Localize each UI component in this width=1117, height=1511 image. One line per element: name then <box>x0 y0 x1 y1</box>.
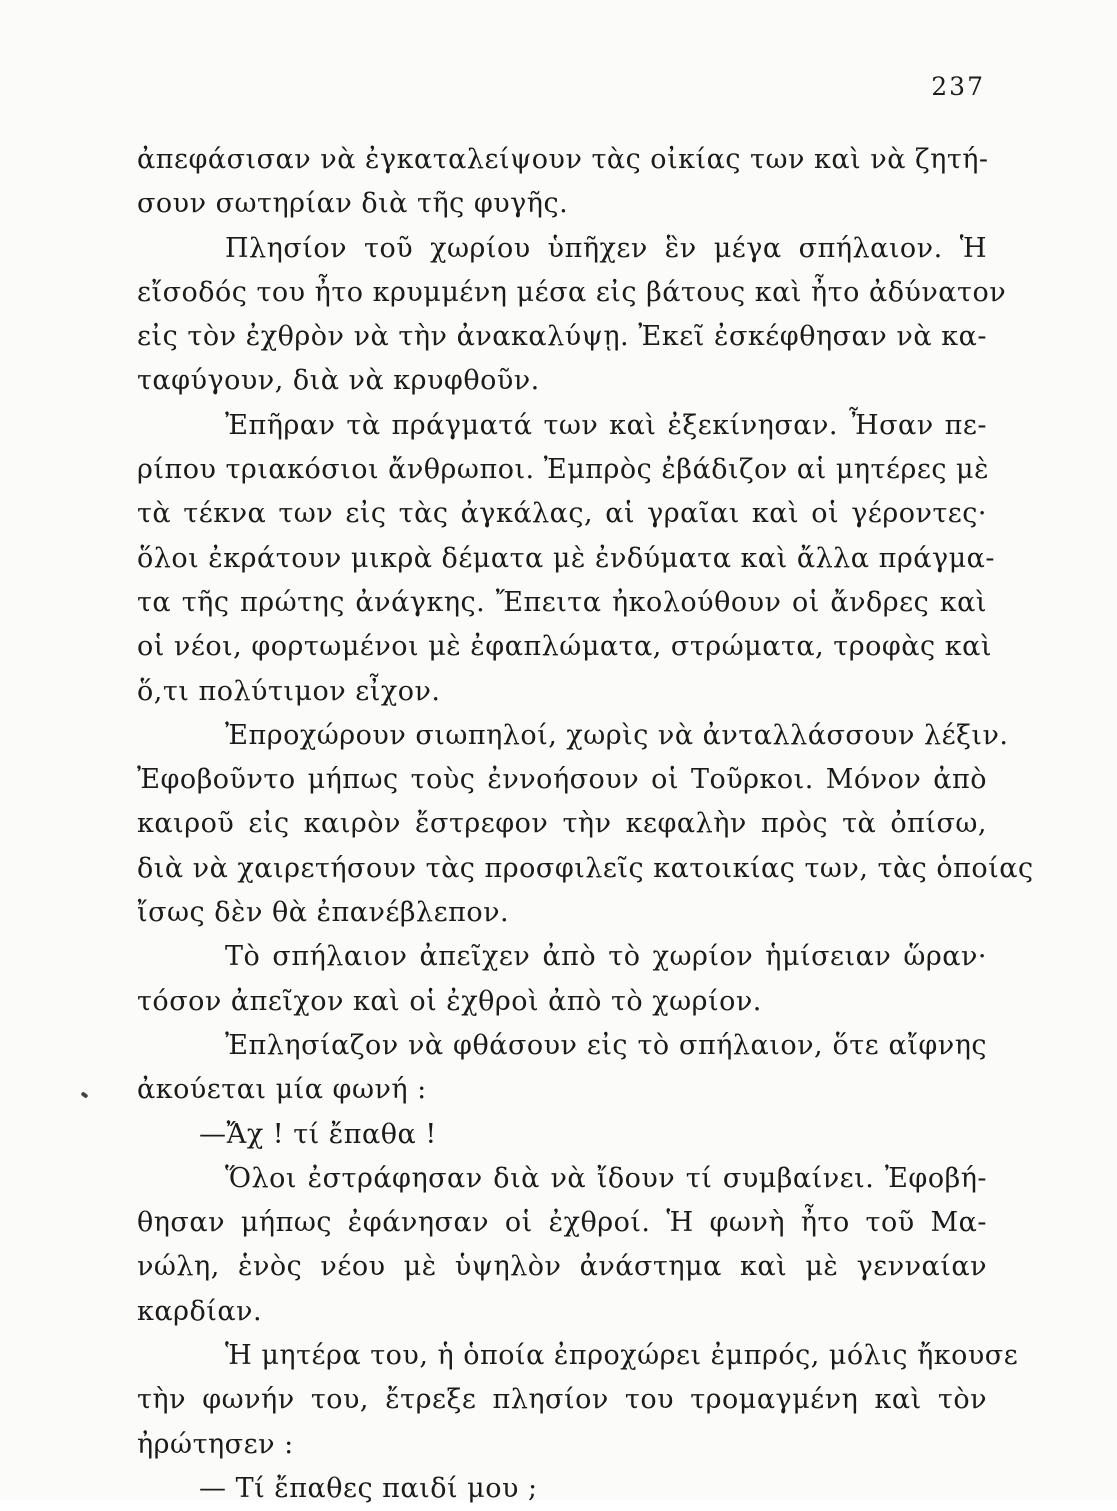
text-line: ὅ,τι πολύτιμον εἶχον. <box>137 675 441 707</box>
ink-speck <box>80 1091 88 1098</box>
text-line: Ἐπλησίαζον νὰ φθάσουν εἰς τὸ σπήλαιον, ὅτε αἴφνης <box>225 1029 987 1061</box>
text-line: ἴσως δὲν θὰ ἐπανέβλεπον. <box>137 897 510 929</box>
text-line: ταφύγουν, διὰ νὰ κρυφθοῦν. <box>137 365 540 397</box>
text-line: σουν σωτηρίαν διὰ τῆς φυγῆς. <box>137 188 569 220</box>
text-line: διὰ νὰ χαιρετήσουν τὰς προσφιλεῖς κατοικίας των, τὰς ὁποίας <box>137 852 1034 884</box>
text-line: καρδίαν. <box>137 1295 263 1327</box>
text-line: ἠρώτησεν : <box>137 1428 294 1460</box>
text-line: Ἡ μητέρα του, ἡ ὁποία ἐπροχώρει ἐμπρός, μόλις ἤκουσε <box>225 1340 1019 1372</box>
text-line: νώλη, ἑνὸς νέου μὲ ὑψηλὸν ἀνάστημα καὶ μὲ γενναίαν <box>137 1251 987 1283</box>
text-line: θησαν μήπως ἐφάνησαν οἱ ἐχθροί. Ἡ φωνὴ ἦτο τοῦ Μα- <box>137 1207 987 1239</box>
text-line: τὴν φωνήν του, ἔτρεξε πλησίον του τρομαγμένη καὶ τὸν <box>137 1384 987 1416</box>
text-line: Ἐφοβοῦντο μήπως τοὺς ἐννοήσουν οἱ Τοῦρκοι. Μόνον ἀπὸ <box>137 764 987 796</box>
page-number: 237 <box>931 72 985 101</box>
text-line: Τὸ σπήλαιον ἀπεῖχεν ἀπὸ τὸ χωρίον ἡμίσειαν ὥραν· <box>225 941 987 973</box>
text-line: τὰ τέκνα των εἰς τὰς ἀγκάλας, αἱ γραῖαι καὶ οἱ γέροντες· <box>137 498 987 530</box>
body-text <box>137 138 1034 1511</box>
dialog-line: —Ἄχ ! τί ἔπαθα ! <box>199 1118 437 1150</box>
text-line: Πλησίον τοῦ χωρίου ὑπῆχεν ἓν μέγα σπήλαιον. Ἡ <box>225 232 987 264</box>
text-line: ἀκούεται μία φωνή : <box>137 1074 427 1106</box>
text-line: εἰς τὸν ἐχθρὸν νὰ τὴν ἀνακαλύψῃ. Ἐκεῖ ἐσκέφθησαν νὰ κα- <box>137 321 987 353</box>
text-line: Ἐπῆραν τὰ πράγματά των καὶ ἐξεκίνησαν. Ἦσαν πε- <box>225 409 987 441</box>
text-line: Ὅλοι ἐστράφησαν διὰ νὰ ἴδουν τί συμβαίνει. Ἐφοβή- <box>225 1162 987 1194</box>
text-line: ρίπου τριακόσιοι ἄνθρωποι. Ἐμπρὸς ἐβάδιζον αἱ μητέρες μὲ <box>137 454 990 486</box>
text-line: τόσον ἀπεῖχον καὶ οἱ ἐχθροὶ ἀπὸ τὸ χωρίον. <box>137 985 762 1017</box>
text-line: τα τῆς πρώτης ἀνάγκης. Ἔπειτα ἠκολούθουν οἱ ἄνδρες καὶ <box>137 586 987 618</box>
text-line: ὅλοι ἐκράτουν μικρὰ δέματα μὲ ἐνδύματα καὶ ἄλλα πράγμα- <box>137 542 996 574</box>
text-line: καιροῦ εἰς καιρὸν ἔστρεφον τὴν κεφαλὴν πρὸς τὰ ὀπίσω, <box>137 808 987 840</box>
text-line: εἴσοδός του ἦτο κρυμμένη μέσα εἰς βάτους καὶ ἦτο ἀδύνατον <box>137 276 1007 308</box>
text-line: οἱ νέοι, φορτωμένοι μὲ ἐφαπλώματα, στρώματα, τροφὰς καὶ <box>137 631 992 663</box>
dialog-line: — Τί ἔπαθες παιδί μου ; <box>199 1472 538 1504</box>
text-line: ἀπεφάσισαν νὰ ἐγκαταλείψουν τὰς οἰκίας των καὶ νὰ ζητή- <box>137 144 989 175</box>
text-line: Ἐπροχώρουν σιωπηλοί, χωρὶς νὰ ἀνταλλάσσουν λέξιν. <box>225 719 1009 751</box>
